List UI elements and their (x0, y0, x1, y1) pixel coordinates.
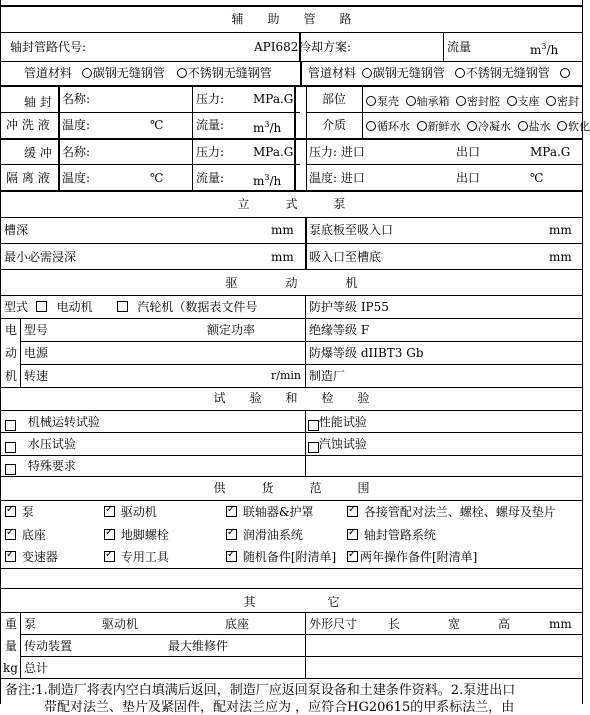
mech-run-row (5, 415, 100, 431)
buffer-flow-unit: $m^3/h$ (253, 173, 282, 188)
radio-stainless-steel[interactable] (177, 68, 187, 78)
supply-label-coupling: 联轴器&护罩 (242, 505, 314, 519)
weight-driver-label: 驱动机 (102, 617, 139, 631)
driver-side-3: 机 (5, 369, 18, 383)
checkbox-mech-run[interactable] (5, 420, 16, 431)
supply-item-flanges (347, 505, 556, 519)
pressure-inlet-label: 压力: 进口 (309, 145, 365, 159)
supply-item-two-year-spares (347, 550, 477, 564)
driver-side-2: 动 (5, 346, 18, 360)
radio-medium-4[interactable] (557, 121, 567, 131)
flush-label-1: 轴 封 (24, 95, 52, 109)
model-label: 型号 (24, 323, 49, 337)
checkbox-supply-spare-parts[interactable] (226, 551, 237, 562)
pipe-material-row-right (308, 66, 571, 80)
supply-item-spare-parts (226, 550, 336, 564)
radio-medium-2[interactable] (467, 121, 477, 131)
checkbox-supply-flanges[interactable] (347, 506, 358, 517)
weight-label-2: 量 (5, 639, 18, 653)
position-opt-1: 轴承箱 (416, 95, 450, 108)
hydro-label: 水压试验 (27, 437, 76, 451)
radio-carbon-steel-right[interactable] (362, 68, 372, 78)
driver-type-label: 型式 (4, 300, 29, 314)
radio-stainless-steel-right[interactable] (455, 68, 465, 78)
checkbox-special[interactable] (5, 464, 16, 475)
checkbox-performance[interactable] (308, 420, 319, 431)
buffer-pressure-unit: MPa.G (253, 145, 294, 159)
performance-label: 性能试验 (318, 415, 367, 429)
weight-base-label: 底座 (225, 617, 250, 631)
cavitation-label: 汽蚀试验 (318, 437, 367, 451)
radio-position-0[interactable] (366, 96, 376, 106)
seal-pipe-code-value: API682 (254, 40, 299, 54)
checkbox-supply-base[interactable] (5, 529, 16, 540)
buffer-flow-label: 流量: (196, 171, 225, 185)
checkbox-supply-lube-oil[interactable] (226, 529, 237, 540)
explosion-class: 防爆等级 dIIBT3 Gb (309, 346, 424, 360)
supply-label-gearbox: 变速器 (21, 550, 58, 564)
weight-label-3: kg (3, 661, 18, 675)
transmission-label: 传动装置 (24, 639, 73, 653)
checkbox-supply-driver[interactable] (104, 506, 115, 517)
pressure-outlet-unit: MPa.G (530, 145, 571, 159)
weight-pump-label: 泵 (24, 617, 37, 631)
checkbox-cavitation[interactable] (308, 442, 319, 453)
position-opt-3: 支座 (517, 95, 540, 108)
flush-label-2: 冲 洗 液 (6, 118, 50, 132)
hydro-row (5, 437, 76, 453)
base-to-suction-unit: mm (549, 223, 572, 237)
section-title-supply: 供 货 范 围 (213, 481, 370, 495)
checkbox-supply-anchor-bolts[interactable] (104, 529, 115, 540)
supply-item-coupling (226, 505, 314, 519)
radio-position-3[interactable] (507, 96, 517, 106)
section-title-tests: 试 验 和 检 验 (213, 391, 370, 405)
notes-line-2: 带配对法兰、垫片及紧固件，配对法兰应为 ，应符合HG20615的甲系标法兰，由 (44, 700, 515, 715)
supply-label-two-year-spares: 两年操作备件[附清单] (360, 550, 478, 564)
driver-side-1: 电 (5, 323, 18, 337)
temp-inlet-label: 温度: 进口 (309, 171, 365, 185)
checkbox-hydro[interactable] (5, 442, 16, 453)
supply-label-anchor-bolts: 地脚螺栓 (120, 528, 169, 542)
max-repair-label: 最大维修件 (168, 639, 229, 653)
flush-pressure-label: 压力: (196, 92, 225, 106)
speed-unit: r/min (271, 369, 301, 382)
checkbox-supply-two-year-spares[interactable] (347, 551, 358, 562)
turbine-label: 汽轮机（数据表文件号 (137, 300, 258, 314)
medium-opt-0: 循环水 (377, 120, 410, 133)
notes-line-1 (5, 684, 515, 698)
speed-label: 转速 (24, 369, 49, 383)
supply-label-pump: 泵 (21, 505, 34, 519)
supply-label-base: 底座 (21, 528, 46, 542)
flush-name-label: 名称: (62, 92, 91, 106)
supply-label-seal-pipe: 轴封管路系统 (363, 528, 436, 542)
buffer-label-1: 缓 冲 (24, 146, 52, 160)
flow-unit: $m^3/h$ (530, 42, 559, 57)
notes-label: 备注: (5, 683, 36, 698)
total-weight-label: 总计 (24, 661, 49, 675)
checkbox-supply-seal-pipe[interactable] (347, 529, 358, 540)
medium-options (366, 120, 590, 134)
medium-opt-3: 盐水 (528, 120, 551, 133)
special-row (5, 459, 76, 475)
sump-depth-label: 槽深 (4, 223, 29, 237)
section-title-auxiliary: 辅 助 管 路 (231, 12, 352, 26)
opt-carbon-label: 碳钢无缝钢管 (92, 66, 165, 80)
radio-extra-right[interactable] (560, 68, 570, 78)
opt-stainless-label-right: 不锈钢无缝钢管 (465, 66, 550, 80)
min-submergence-label: 最小必需浸深 (4, 250, 77, 264)
weight-label-1: 重 (5, 617, 18, 631)
manufacturer-label: 制造厂 (309, 369, 346, 383)
supply-item-lube-oil (226, 528, 303, 542)
radio-medium-1[interactable] (417, 121, 427, 131)
performance-row (308, 415, 367, 431)
supply-label-flanges: 各接管配对法兰、螺栓、螺母及垫片 (363, 505, 556, 519)
radio-position-1[interactable] (406, 96, 416, 106)
medium-opt-1: 新鲜水 (427, 120, 461, 133)
height-label: 高 (498, 617, 511, 631)
flow-label: 流量 (447, 40, 472, 54)
supply-label-tools: 专用工具 (120, 550, 169, 564)
notes-text-1: 1.制造厂将表内空白填满后返回，制造厂应返回泵设备和土建条件资料。2.泵进出口 (35, 683, 516, 698)
flush-flow-label: 流量: (196, 118, 225, 132)
width-label: 宽 (448, 617, 461, 631)
temp-outlet-label: 出口 (456, 171, 481, 185)
temp-outlet-unit: ℃ (530, 171, 544, 185)
position-opt-2: 密封腔 (467, 95, 500, 108)
radio-carbon-steel[interactable] (82, 68, 92, 78)
radio-position-4[interactable] (546, 96, 556, 106)
buffer-temp-label: 温度: (62, 171, 91, 185)
checkbox-supply-gearbox[interactable] (5, 551, 16, 562)
section-title-vertical: 立 式 泵 (237, 197, 346, 211)
buffer-temp-unit: ℃ (150, 171, 164, 185)
pressure-outlet-label: 出口 (456, 145, 481, 159)
supply-label-lube-oil: 润滑油系统 (242, 528, 303, 542)
seal-pipe-code-label: 轴封管路代号: (10, 40, 87, 54)
radio-medium-0[interactable] (366, 121, 376, 131)
rated-power-label: 额定功率 (207, 323, 256, 337)
supply-item-base (5, 528, 46, 542)
suction-to-bottom-unit: mm (549, 250, 572, 264)
medium-label: 介质 (322, 118, 347, 132)
insulation-class: 绝缘等级 F (309, 323, 370, 337)
material-label: 管道材料 (24, 66, 73, 80)
checkbox-turbine[interactable] (117, 301, 128, 312)
checkbox-supply-pump[interactable] (5, 506, 16, 517)
dimensions-unit: mm (549, 617, 572, 631)
protection-class: 防护等级 IP55 (309, 300, 389, 314)
material-label-right: 管道材料 (308, 66, 357, 80)
cooling-plan-label: 冷却方案: (299, 40, 352, 54)
flush-temp-unit: ℃ (150, 118, 164, 132)
opt-stainless-label: 不锈钢无缝钢管 (187, 66, 272, 80)
position-options (366, 95, 579, 109)
special-label: 特殊要求 (27, 459, 76, 473)
section-title-other: 其 它 (243, 595, 340, 609)
mech-run-label: 机械运转试验 (27, 415, 100, 429)
radio-medium-3[interactable] (518, 121, 528, 131)
supply-item-seal-pipe (347, 528, 436, 542)
supply-item-pump (5, 505, 34, 519)
cavitation-row (308, 437, 367, 453)
flush-temp-label: 温度: (62, 118, 91, 132)
checkbox-motor[interactable] (36, 301, 47, 312)
pipe-material-row-left (24, 66, 272, 80)
flush-flow-unit: $m^3/h$ (253, 120, 282, 135)
flush-pressure-unit: MPa.G (253, 92, 294, 106)
supply-item-driver (104, 505, 157, 519)
supply-item-gearbox (5, 550, 58, 564)
supply-label-spare-parts: 随机备件[附清单] (242, 550, 337, 564)
supply-item-anchor-bolts (104, 528, 169, 542)
opt-carbon-label-right: 碳钢无缝钢管 (372, 66, 445, 80)
buffer-label-2: 隔 离 液 (6, 171, 50, 185)
checkbox-supply-coupling[interactable] (226, 506, 237, 517)
position-opt-0: 泵壳 (377, 95, 399, 108)
medium-opt-4: 软化 (568, 120, 590, 133)
driver-type-row (4, 300, 257, 314)
motor-label: 电动机 (56, 300, 93, 314)
length-label: 长 (388, 617, 401, 631)
supply-item-tools (104, 550, 169, 564)
min-submergence-unit: mm (271, 250, 294, 264)
power-supply-label: 电源 (24, 346, 49, 360)
position-opt-4: 密封 (557, 95, 579, 108)
dimensions-label: 外形尺寸 (309, 617, 358, 631)
supply-label-driver: 驱动机 (120, 505, 157, 519)
checkbox-supply-tools[interactable] (104, 551, 115, 562)
sump-depth-unit: mm (271, 223, 294, 237)
radio-position-2[interactable] (456, 96, 466, 106)
buffer-name-label: 名称: (62, 145, 91, 159)
section-title-driver: 驱 动 机 (225, 276, 358, 290)
suction-to-bottom-label: 吸入口至槽底 (309, 250, 382, 264)
medium-opt-2: 冷凝水 (478, 120, 511, 133)
buffer-pressure-label: 压力: (196, 145, 225, 159)
position-label: 部位 (322, 92, 347, 106)
base-to-suction-label: 泵底板至吸入口 (309, 223, 394, 237)
